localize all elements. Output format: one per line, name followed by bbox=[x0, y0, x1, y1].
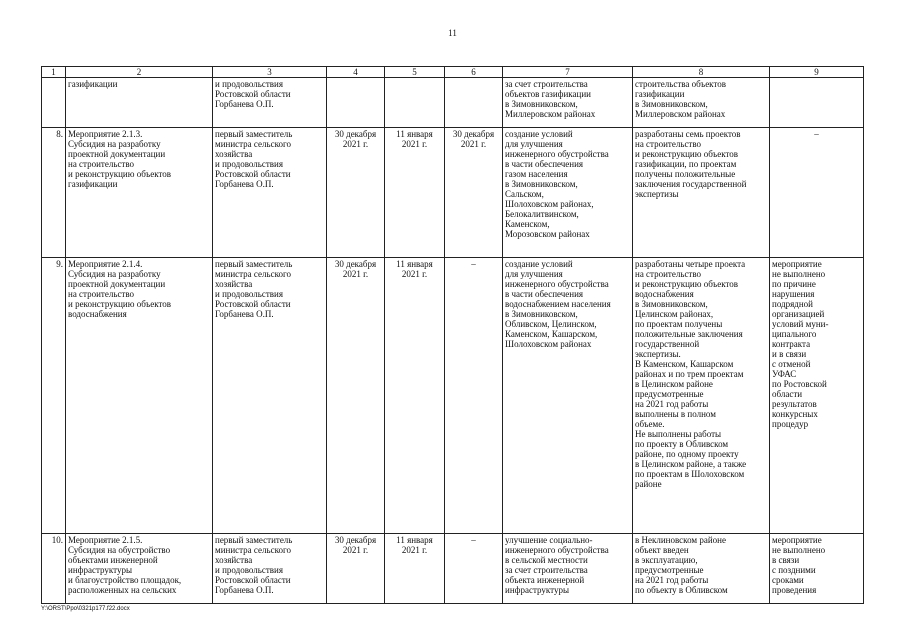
fact-start-date: 11 января 2021 г. bbox=[385, 534, 445, 604]
actual-result: в Неклиновском районе объект введен в эксплуатацию, предусмотренные на 2021 год работы по объекту в Обливском bbox=[633, 534, 770, 604]
fact-end-date: – bbox=[445, 534, 503, 604]
column-number: 6 bbox=[445, 67, 503, 78]
fact-start-date bbox=[385, 78, 445, 128]
plan-date: 30 декабря 2021 г. bbox=[327, 534, 385, 604]
fact-start-date: 11 января 2021 г. bbox=[385, 258, 445, 534]
row-number: 9. bbox=[42, 258, 66, 534]
report-table bbox=[41, 66, 864, 604]
expected-result: создание условий для улучшения инженерного обустройства в части обеспечения водоснабжением населения в Зимовниковском, Обливском, Целинском, Каменском, Кашарском, Шолоховском районах bbox=[503, 258, 633, 534]
row-number: 10. bbox=[42, 534, 66, 604]
table-row bbox=[42, 258, 864, 534]
measure-name: Мероприятие 2.1.5. Субсидия на обустройство объектами инженерной инфраструктуры и благоустройство площадок, расположенных на сельских bbox=[66, 534, 213, 604]
notes: – bbox=[770, 128, 864, 258]
plan-date: 30 декабря 2021 г. bbox=[327, 128, 385, 258]
file-path-footer: Y:\ORST\Ppo\0321p177.f22.docx bbox=[41, 606, 130, 612]
expected-result: создание условий для улучшения инженерного обустройства в части обеспечения газом населения в Зимовниковском, Сальском, Шолоховском районах, Белокалитвинском, Каменском, Морозовском районах bbox=[503, 128, 633, 258]
table-row bbox=[42, 78, 864, 128]
column-number: 5 bbox=[385, 67, 445, 78]
column-number: 3 bbox=[213, 67, 327, 78]
plan-date: 30 декабря 2021 г. bbox=[327, 258, 385, 534]
column-number: 8 bbox=[633, 67, 770, 78]
table-row bbox=[42, 128, 864, 258]
measure-name: Мероприятие 2.1.3. Субсидия на разработку проектной документации на строительство и реконструкцию объектов газификации bbox=[66, 128, 213, 258]
row-number bbox=[42, 78, 66, 128]
column-number-row bbox=[42, 67, 864, 78]
table-row bbox=[42, 534, 864, 604]
fact-end-date: – bbox=[445, 258, 503, 534]
executor: первый заместитель министра сельского хозяйства и продовольствия Ростовской области Горбанева О.П. bbox=[213, 534, 327, 604]
actual-result: разработаны четыре проекта на строительство и реконструкцию объектов водоснабжения в Зимовниковском, Целинском районах, по проектам получены положительные заключения государственной экспертизы. В Каменском, Кашарском районах и по трем проектам в Целинском районе предусмотренные на 2021 год работы выполнены в полном объеме. Не выполнены работы по проекту в Обливском районе, по одному проекту в Целинском районе, а также по проектам в Шолоховском районе bbox=[633, 258, 770, 534]
measure-name: газификации bbox=[66, 78, 213, 128]
actual-result: строительства объектов газификации в Зимовниковском, Миллеровском районах bbox=[633, 78, 770, 128]
notes bbox=[770, 78, 864, 128]
notes: мероприятие не выполнено в связи с поздними сроками проведения bbox=[770, 534, 864, 604]
actual-result: разработаны семь проектов на строительство и реконструкцию объектов газификации, по проектам получены положительные заключения государственной экспертизы bbox=[633, 128, 770, 258]
row-number: 8. bbox=[42, 128, 66, 258]
executor: и продовольствия Ростовской области Горбанева О.П. bbox=[213, 78, 327, 128]
measure-name: Мероприятие 2.1.4. Субсидия на разработку проектной документации на строительство и реконструкцию объектов водоснабжения bbox=[66, 258, 213, 534]
executor: первый заместитель министра сельского хозяйства и продовольствия Ростовской области Горбанева О.П. bbox=[213, 128, 327, 258]
column-number: 1 bbox=[42, 67, 66, 78]
plan-date bbox=[327, 78, 385, 128]
notes: мероприятие не выполнено по причине нарушения подрядной организацией условий муни- ципального контракта и в связи с отменой УФАС по Ростовской области результатов конкурсных процедур bbox=[770, 258, 864, 534]
executor: первый заместитель министра сельского хозяйства и продовольствия Ростовской области Горбанева О.П. bbox=[213, 258, 327, 534]
page-number: 11 bbox=[448, 28, 457, 38]
column-number: 9 bbox=[770, 67, 864, 78]
expected-result: улучшение социально- инженерного обустройства в сельской местности за счет строительства объекта инженерной инфраструктуры bbox=[503, 534, 633, 604]
expected-result: за счет строительства объектов газификации в Зимовниковском, Миллеровском районах bbox=[503, 78, 633, 128]
column-number: 2 bbox=[66, 67, 213, 78]
column-number: 7 bbox=[503, 67, 633, 78]
column-number: 4 bbox=[327, 67, 385, 78]
fact-start-date: 11 января 2021 г. bbox=[385, 128, 445, 258]
fact-end-date: 30 декабря 2021 г. bbox=[445, 128, 503, 258]
fact-end-date bbox=[445, 78, 503, 128]
